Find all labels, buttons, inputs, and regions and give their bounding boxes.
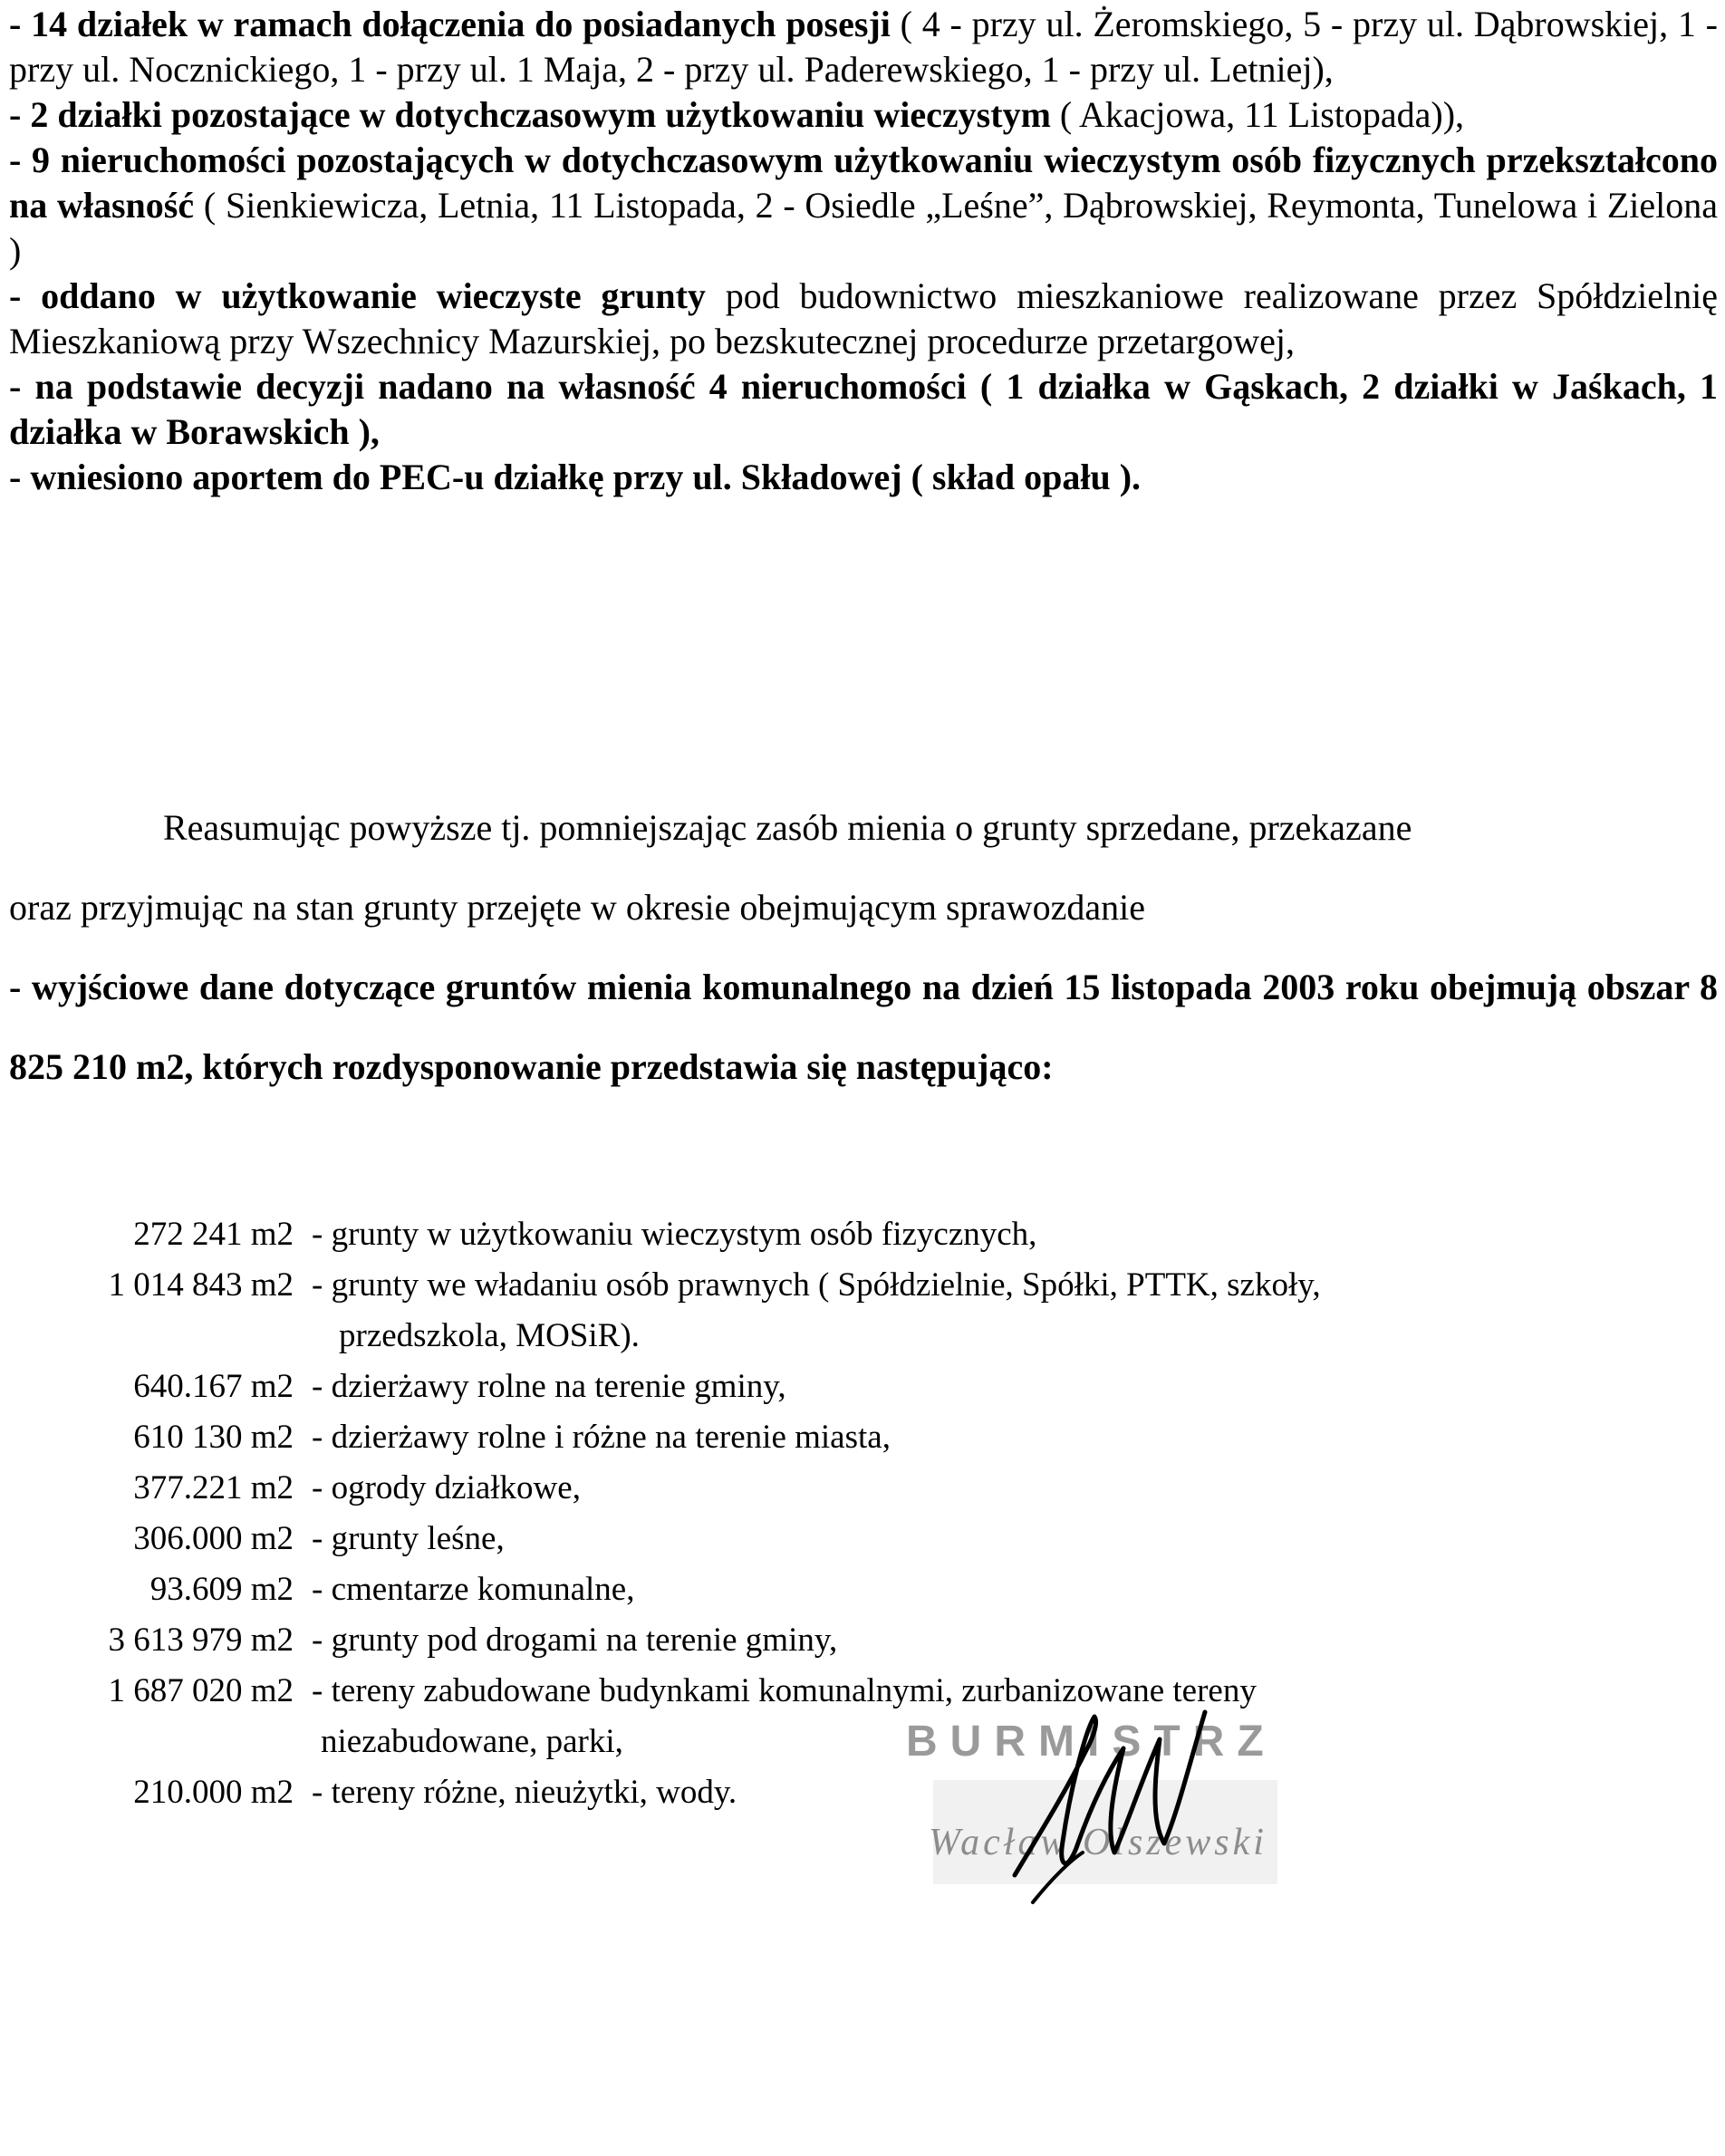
area-description: - grunty leśne, bbox=[312, 1520, 505, 1557]
list-item bbox=[0, 1666, 1712, 1767]
area-description: - tereny zabudowane budynkami komunalnymi, zurbanizowane tereny niezabudowane, parki, bbox=[312, 1672, 1257, 1760]
area-description: - ogrody działkowe, bbox=[312, 1469, 581, 1506]
area-description: - dzierżawy rolne na terenie gminy, bbox=[312, 1368, 786, 1405]
disposal-items bbox=[9, 2, 1718, 500]
area-description: - tereny różne, nieużytki, wody. bbox=[312, 1774, 737, 1811]
list-item bbox=[0, 1260, 1712, 1362]
area-value: 377.221 m2 bbox=[133, 1469, 294, 1506]
list-item bbox=[0, 1615, 1712, 1666]
stamp-name: Wacław Olszewski bbox=[929, 1822, 1267, 1863]
area-description: - grunty pod drogami na terenie gminy, bbox=[312, 1622, 838, 1659]
summary-line: oraz przyjmując na stan grunty przejęte w okresie obejmującym sprawozdanie bbox=[9, 887, 1145, 928]
summary-line: Reasumując powyższe tj. pomniejszając zasób mienia o grunty sprzedane, przekazane bbox=[163, 807, 1412, 848]
area-value: 1 014 843 m2 bbox=[108, 1266, 294, 1304]
signature-image bbox=[978, 1694, 1214, 1911]
list-item: - 2 działki pozostające w dotychczasowym użytkowaniu wieczystym ( Akacjowa, 11 Listopada)), bbox=[9, 94, 1465, 135]
area-value: 610 130 m2 bbox=[133, 1419, 294, 1456]
list-item: - na podstawie decyzji nadano na własność 4 nieruchomości ( 1 działka w Gąskach, 2 działki w Jaśkach, 1 działka w Borawskich ), bbox=[9, 366, 1718, 452]
list-item bbox=[0, 1463, 1712, 1514]
list-item: - 14 działek w ramach dołączenia do posiadanych posesji ( 4 - przy ul. Żeromskiego, 5 - przy ul. Dąbrowskiej, 1 - przy ul. Nocznickiego, 1 - przy ul. 1 Maja, 2 - przy ul. Paderewskiego, 1 - przy ul. Letniej), bbox=[9, 4, 1719, 90]
list-item: - oddano w użytkowanie wieczyste grunty pod budownictwo mieszkaniowe realizowane przez Spółdzielnię Mieszkaniową przy Wszechnicy Mazurskiej, po bezskutecznej procedurze przetargowej, bbox=[9, 275, 1718, 361]
area-value: 640.167 m2 bbox=[133, 1368, 294, 1405]
area-value: 93.609 m2 bbox=[149, 1571, 294, 1608]
list-item bbox=[0, 1564, 1712, 1615]
list-item bbox=[0, 1362, 1712, 1412]
list-item bbox=[0, 1209, 1712, 1260]
area-value: 210.000 m2 bbox=[133, 1774, 294, 1811]
summary-total: - wyjściowe dane dotyczące gruntów mienia komunalnego na dzień 15 listopada 2003 roku obejmują obszar 8 825 210 m2, których rozdysponowanie przedstawia się następująco: bbox=[9, 967, 1718, 1087]
stamp-title: BURMISTRZ bbox=[906, 1718, 1277, 1766]
area-description: - dzierżawy rolne i różne na terenie miasta, bbox=[312, 1419, 891, 1456]
land-area-list bbox=[0, 1209, 1712, 1818]
area-description: - grunty w użytkowaniu wieczystym osób fizycznych, bbox=[312, 1216, 1037, 1253]
area-description: - cmentarze komunalne, bbox=[312, 1571, 635, 1608]
area-value: 306.000 m2 bbox=[133, 1520, 294, 1557]
list-item bbox=[0, 1412, 1712, 1463]
area-value: 272 241 m2 bbox=[133, 1216, 294, 1253]
summary-paragraph bbox=[9, 788, 1718, 1107]
area-description: - grunty we władaniu osób prawnych ( Spółdzielnie, Spółki, PTTK, szkoły, przedszkola, MOSiR). bbox=[312, 1266, 1321, 1354]
list-item: - 9 nieruchomości pozostających w dotychczasowym użytkowaniu wieczystym osób fizycznych przekształcono na własność ( Sienkiewicza, Letnia, 11 Listopada, 2 - Osiedle „Leśne”, Dąbrowskiej, Reymonta, Tunelowa i Zielona ) bbox=[9, 140, 1719, 271]
list-item bbox=[0, 1514, 1712, 1564]
list-item: - wniesiono aportem do PEC-u działkę przy ul. Składowej ( skład opału ). bbox=[9, 457, 1142, 497]
list-item bbox=[0, 1767, 1712, 1818]
area-value: 1 687 020 m2 bbox=[108, 1672, 294, 1709]
area-value: 3 613 979 m2 bbox=[108, 1622, 294, 1659]
